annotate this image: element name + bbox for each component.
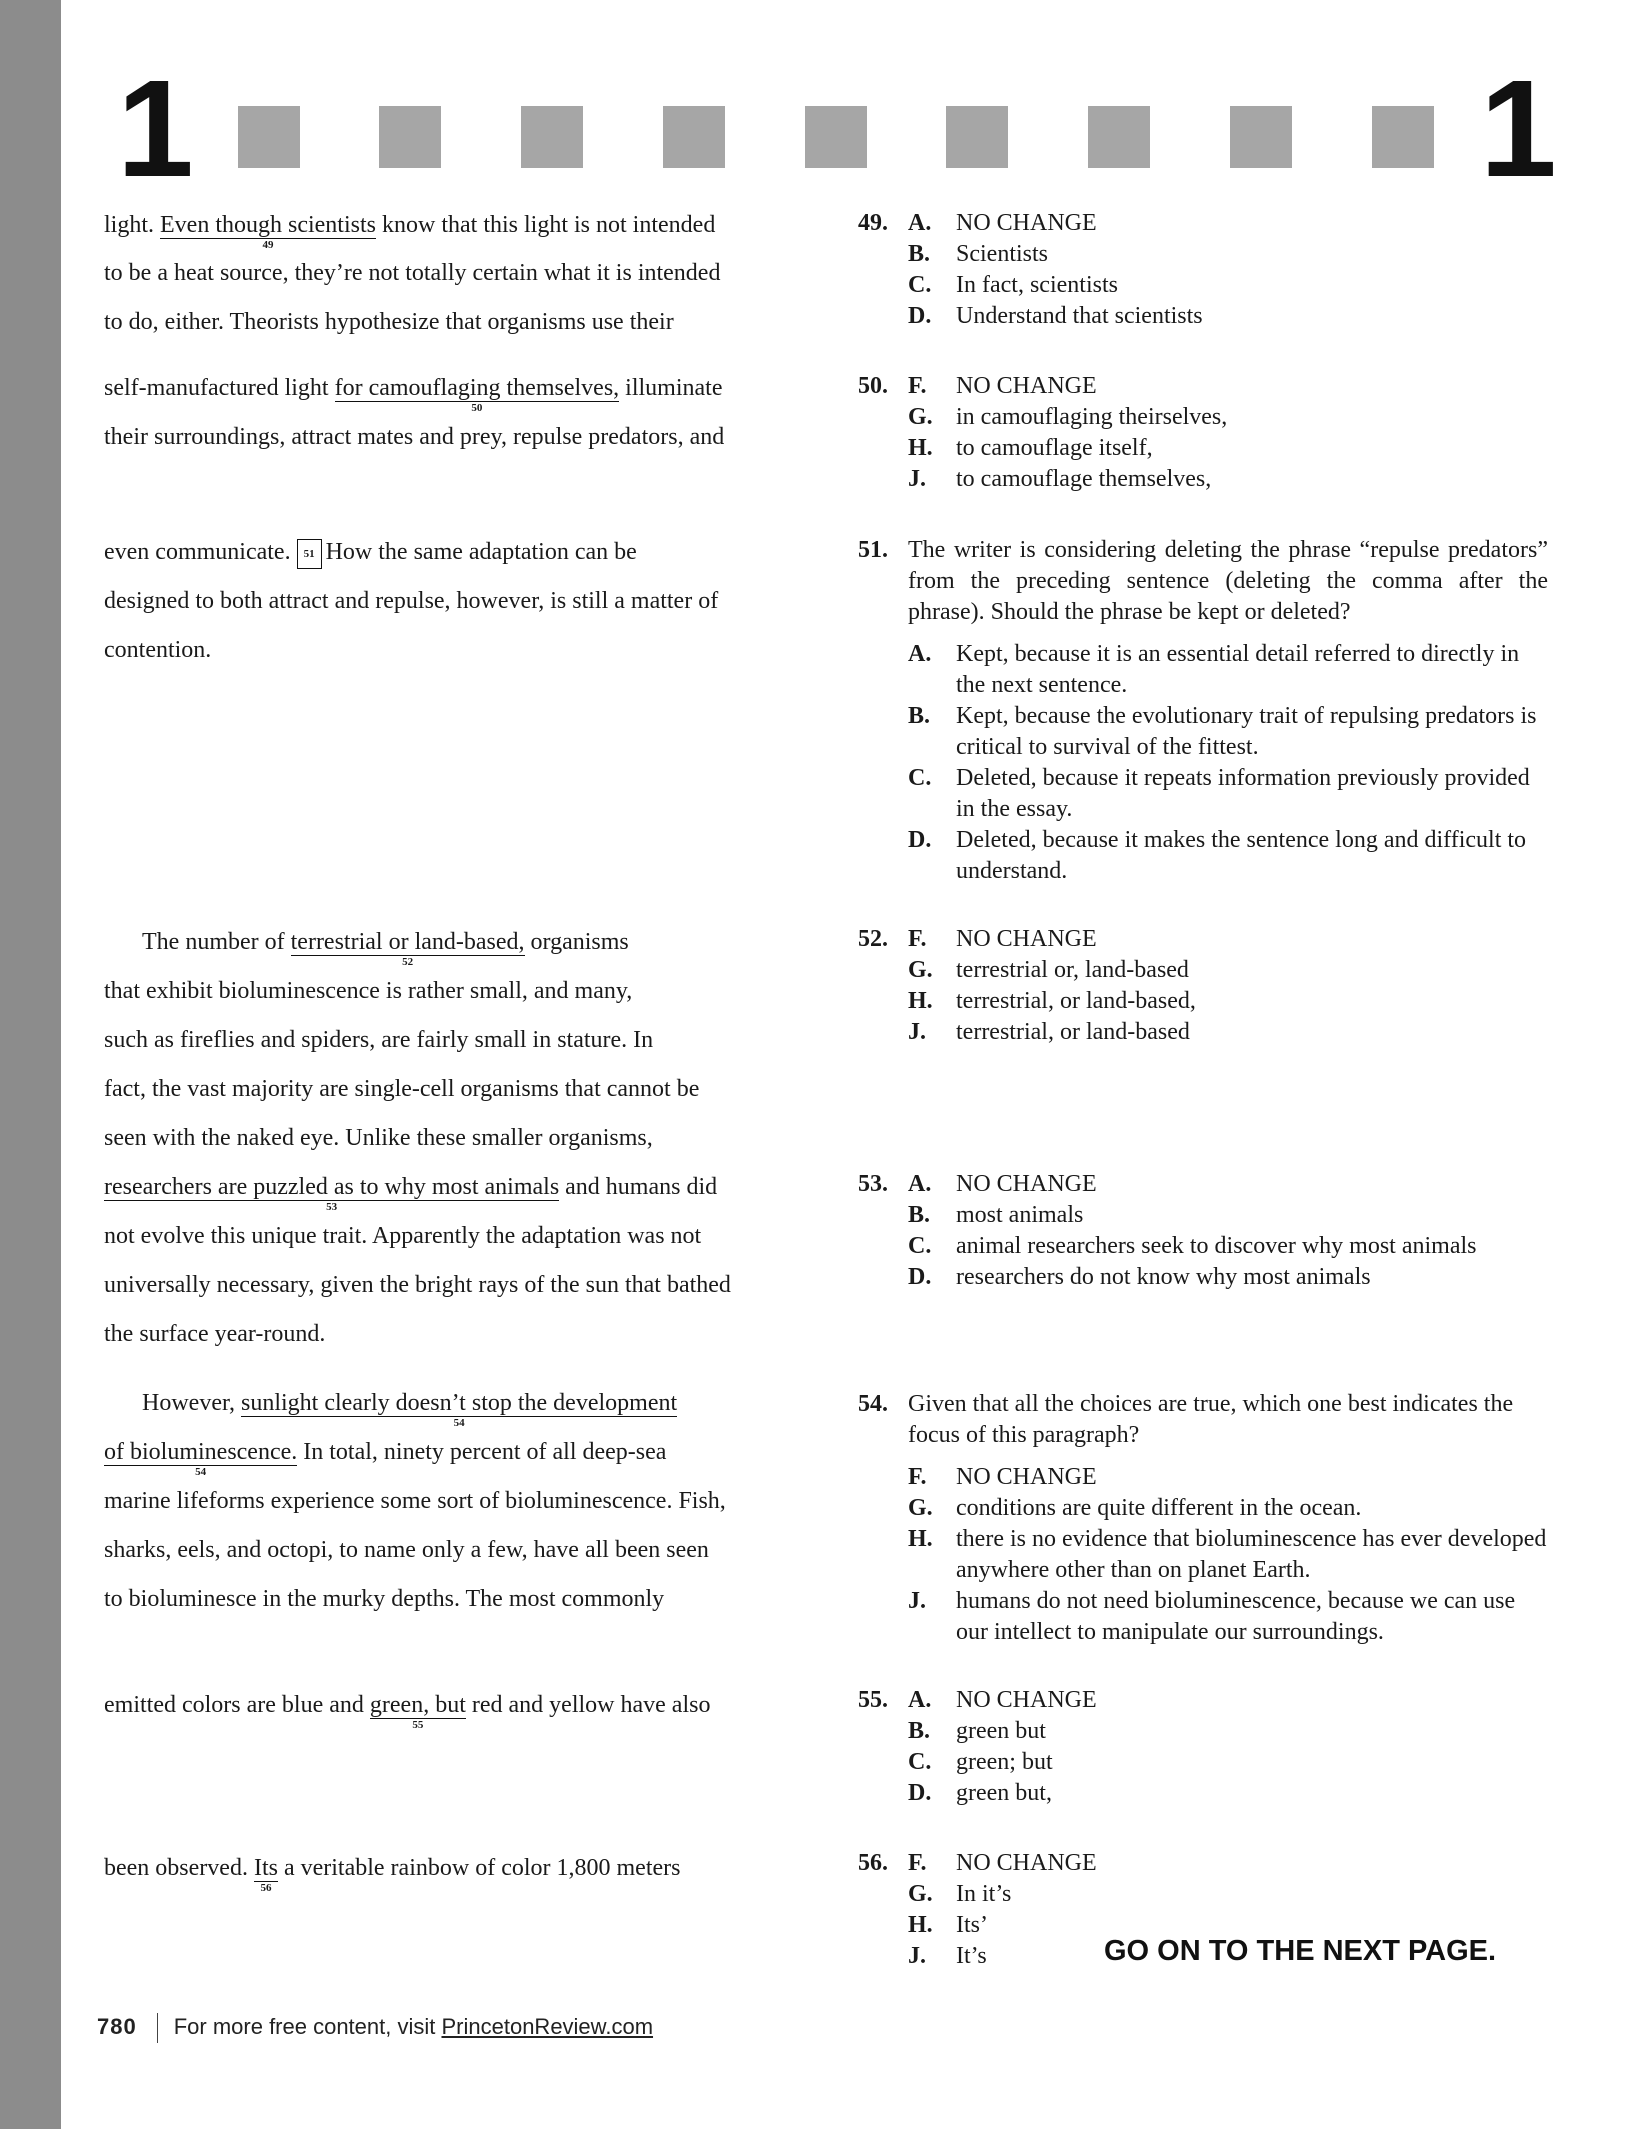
answer-option[interactable] (908, 239, 1558, 270)
passage-text: The number of (142, 929, 291, 955)
option-letter: G. (908, 1495, 933, 1521)
underlined-portion-55 (369, 1692, 466, 1731)
passage-text: emitted colors are blue and (104, 1692, 370, 1718)
option-text: Deleted, because it repeats information previously provided in the essay. (956, 765, 1530, 822)
footer-text: For more free content, visit (173, 2013, 442, 2039)
question-ref-number: 54 (195, 1466, 207, 1478)
underlined-text: green, but (369, 1692, 466, 1718)
passage-line: marine lifeforms experience some sort of bioluminescence. Fish, (104, 1488, 726, 1514)
option-text: Understand that scientists (956, 303, 1203, 329)
page-number: 780 (97, 2013, 137, 2039)
option-text: to camouflage themselves, (956, 466, 1212, 492)
option-letter: F. (908, 926, 927, 952)
option-letter: B. (908, 1718, 931, 1744)
answer-option[interactable] (908, 1524, 1548, 1586)
option-text: In fact, scientists (956, 272, 1118, 298)
option-letter: C. (908, 765, 932, 791)
option-text: most animals (956, 1202, 1084, 1228)
option-letter: G. (908, 957, 933, 983)
question-number: 52. (858, 926, 888, 952)
option-text: humans do not need bioluminescence, because we can use our intellect to manipulate our surroundings. (956, 1588, 1516, 1645)
question-ref-number: 55 (412, 1719, 424, 1731)
passage-text: However, (142, 1390, 241, 1416)
passage-line: their surroundings, attract mates and prey, repulse predators, and (104, 424, 725, 450)
option-letter: D. (908, 1264, 932, 1290)
option-text: NO CHANGE (956, 1464, 1097, 1490)
answer-option[interactable] (908, 433, 1558, 464)
passage-line: that exhibit bioluminescence is rather small, and many, (104, 978, 633, 1004)
underlined-portion-49 (160, 212, 376, 251)
go-on-notice: GO ON TO THE NEXT PAGE. (1104, 1935, 1497, 1967)
option-letter: D. (908, 303, 932, 329)
passage-line: fact, the vast majority are single-cell organisms that cannot be (104, 1076, 700, 1102)
answer-option[interactable] (908, 825, 1548, 887)
answer-option[interactable] (908, 1462, 1548, 1493)
option-text: green; but (956, 1749, 1053, 1775)
underlined-portion-56 (253, 1855, 278, 1894)
section-number-left: 1 (117, 52, 190, 206)
option-text: animal researchers seek to discover why most animals (956, 1233, 1477, 1259)
passage-line: the surface year-round. (104, 1321, 326, 1347)
answer-option[interactable] (908, 763, 1548, 825)
question-55 (858, 1685, 1558, 1809)
passage-text: In total, ninety percent of all deep-sea (297, 1439, 667, 1465)
option-text: NO CHANGE (956, 1171, 1097, 1197)
passage-line: sharks, eels, and octopi, to name only a few, have all been seen (104, 1537, 709, 1563)
question-number: 50. (858, 373, 888, 399)
question-ref-number: 49 (262, 239, 274, 251)
option-text: Kept, because the evolutionary trait of repulsing predators is critical to survival of the fittest. (956, 703, 1537, 760)
option-letter: G. (908, 1881, 933, 1907)
passage-line: seen with the naked eye. Unlike these smaller organisms, (104, 1125, 653, 1151)
question-52 (858, 924, 1558, 1048)
underlined-portion-54 (241, 1390, 678, 1429)
passage-line (104, 1173, 718, 1213)
underlined-text: for camouflaging themselves, (334, 375, 620, 401)
underlined-text: of bioluminescence. (104, 1439, 298, 1465)
answer-option[interactable] (908, 924, 1558, 955)
option-text: Scientists (956, 241, 1049, 267)
option-text: there is no evidence that bioluminescence has ever developed anywhere other than on planet Earth. (956, 1526, 1547, 1583)
option-letter: A. (908, 1171, 932, 1197)
option-text: green but, (956, 1780, 1052, 1806)
underlined-text: Even though scientists (160, 212, 376, 238)
passage-line (104, 1854, 681, 1894)
option-text: terrestrial, or land-based, (956, 988, 1196, 1014)
section-header-square (663, 106, 725, 168)
option-letter: D. (908, 827, 932, 853)
passage-text: a veritable rainbow of color 1,800 meters (277, 1855, 681, 1881)
option-letter: A. (908, 641, 932, 667)
question-54 (858, 1389, 1548, 1648)
passage-text: organisms (524, 929, 629, 955)
question-number: 53. (858, 1171, 888, 1197)
option-letter: J. (908, 1588, 926, 1614)
passage-line: universally necessary, given the bright rays of the sun that bathed (104, 1272, 731, 1298)
question-stem: The writer is considering deleting the phrase “repulse predators” from the preceding sentence (deleting the comma after the phrase). Should the phrase be kept or deleted? (908, 537, 1548, 625)
question-ref-number: 53 (326, 1201, 338, 1213)
option-letter: H. (908, 1526, 933, 1552)
question-51 (858, 535, 1548, 887)
passage-text: How the same adaptation can be (325, 539, 637, 565)
passage-text: illuminate (619, 375, 723, 401)
option-letter: C. (908, 1749, 932, 1775)
answer-option[interactable] (908, 402, 1558, 433)
answer-option[interactable] (908, 1586, 1548, 1648)
question-ref-number: 54 (453, 1417, 465, 1429)
answer-option[interactable] (908, 1685, 1558, 1716)
answer-option[interactable] (908, 1879, 1558, 1910)
option-text: It’s (956, 1943, 987, 1969)
footer-divider (157, 2013, 158, 2043)
option-text: In it’s (956, 1881, 1012, 1907)
option-letter: B. (908, 703, 931, 729)
section-header-square (1230, 106, 1292, 168)
passage-text: red and yellow have also (465, 1692, 711, 1718)
passage-line (104, 374, 723, 414)
option-text: Kept, because it is an essential detail referred to directly in the next sentence. (956, 641, 1520, 698)
option-text: terrestrial, or land-based (956, 1019, 1190, 1045)
underlined-portion-53 (104, 1174, 560, 1213)
passage-line (142, 928, 629, 968)
passage-text: light. (104, 212, 161, 238)
section-header-square (805, 106, 867, 168)
option-text: in camouflaging theirselves, (956, 404, 1228, 430)
option-letter: J. (908, 1943, 926, 1969)
section-header-square (379, 106, 441, 168)
section-header-square (521, 106, 583, 168)
option-letter: F. (908, 1464, 927, 1490)
answer-option[interactable] (908, 1262, 1558, 1293)
option-text: NO CHANGE (956, 1687, 1097, 1713)
section-header-square (946, 106, 1008, 168)
passage-line: contention. (104, 637, 212, 663)
question-ref-number: 56 (260, 1882, 272, 1894)
section-number-right: 1 (1480, 52, 1553, 206)
question-49 (858, 208, 1558, 332)
answer-option[interactable] (908, 301, 1558, 332)
answer-option[interactable] (908, 1231, 1558, 1262)
footer-link[interactable]: PrincetonReview.com (441, 2013, 654, 2039)
option-text: Deleted, because it makes the sentence long and difficult to understand. (956, 827, 1527, 884)
answer-option[interactable] (908, 1778, 1558, 1809)
option-text: NO CHANGE (956, 210, 1097, 236)
question-box-51: 51 (297, 539, 322, 569)
option-letter: C. (908, 1233, 932, 1259)
passage-text: self-manufactured light (104, 375, 335, 401)
passage-line: not evolve this unique trait. Apparently the adaptation was not (104, 1223, 702, 1249)
underlined-text: researchers are puzzled as to why most animals (104, 1174, 560, 1200)
option-letter: F. (908, 373, 927, 399)
option-letter: A. (908, 210, 932, 236)
option-text: terrestrial or, land-based (956, 957, 1189, 983)
option-text: conditions are quite different in the ocean. (956, 1495, 1362, 1521)
option-letter: B. (908, 241, 931, 267)
passage-text: been observed. (104, 1855, 254, 1881)
answer-option[interactable] (908, 1200, 1558, 1231)
answer-option[interactable] (908, 1716, 1558, 1747)
option-letter: J. (908, 1019, 926, 1045)
option-letter: B. (908, 1202, 931, 1228)
question-ref-number: 50 (471, 402, 483, 414)
page-footer (97, 2013, 653, 2043)
option-text: NO CHANGE (956, 926, 1097, 952)
option-letter: H. (908, 435, 933, 461)
answer-option[interactable] (908, 1848, 1558, 1879)
option-text: Its’ (956, 1912, 988, 1938)
passage-text: know that this light is not intended (376, 212, 716, 238)
option-letter: F. (908, 1850, 927, 1876)
passage-line (104, 538, 637, 569)
option-text: NO CHANGE (956, 373, 1097, 399)
passage-line (104, 1438, 667, 1478)
option-text: green but (956, 1718, 1046, 1744)
answer-option[interactable] (908, 270, 1558, 301)
underlined-portion-50 (334, 375, 620, 414)
answer-option[interactable] (908, 1017, 1558, 1048)
option-letter: J. (908, 466, 926, 492)
option-letter: C. (908, 272, 932, 298)
question-number: 49. (858, 210, 888, 236)
passage-line: to be a heat source, they’re not totally certain what it is intended (104, 260, 721, 286)
option-text: researchers do not know why most animals (956, 1264, 1371, 1290)
section-header-square (1372, 106, 1434, 168)
option-text: to camouflage itself, (956, 435, 1153, 461)
passage-line (104, 1691, 711, 1731)
question-number: 55. (858, 1687, 888, 1713)
question-number: 56. (858, 1850, 888, 1876)
underlined-portion-52 (290, 929, 525, 968)
question-number: 54. (858, 1391, 888, 1417)
section-header-square (1088, 106, 1150, 168)
passage-line: designed to both attract and repulse, however, is still a matter of (104, 588, 719, 614)
passage-line (104, 211, 716, 251)
option-letter: A. (908, 1687, 932, 1713)
passage-line: such as fireflies and spiders, are fairly small in stature. In (104, 1027, 654, 1053)
page-sidebar-bar (0, 0, 61, 2129)
option-letter: H. (908, 988, 933, 1014)
answer-option[interactable] (908, 1747, 1558, 1778)
answer-option[interactable] (908, 1169, 1558, 1200)
answer-option[interactable] (908, 955, 1558, 986)
question-stem: Given that all the choices are true, which one best indicates the focus of this paragraph? (908, 1391, 1514, 1448)
question-50 (858, 371, 1558, 495)
question-number: 51. (858, 537, 888, 563)
answer-option[interactable] (908, 639, 1548, 701)
passage-line: to bioluminesce in the murky depths. The most commonly (104, 1586, 665, 1612)
question-ref-number: 52 (402, 956, 414, 968)
answer-option[interactable] (908, 701, 1548, 763)
passage-text: even communicate. (104, 539, 291, 565)
underlined-portion-54 (104, 1439, 298, 1478)
answer-option[interactable] (908, 464, 1558, 495)
answer-option[interactable] (908, 1493, 1548, 1524)
passage-text: and humans did (559, 1174, 718, 1200)
passage-line (142, 1389, 678, 1429)
answer-option[interactable] (908, 986, 1558, 1017)
option-text: NO CHANGE (956, 1850, 1097, 1876)
section-header-square (238, 106, 300, 168)
option-letter: D. (908, 1780, 932, 1806)
question-53 (858, 1169, 1558, 1293)
option-letter: G. (908, 404, 933, 430)
underlined-text: terrestrial or land-based, (290, 929, 525, 955)
passage-line: to do, either. Theorists hypothesize that organisms use their (104, 309, 674, 335)
underlined-text: Its (253, 1855, 278, 1881)
answer-option[interactable] (908, 371, 1558, 402)
underlined-text: sunlight clearly doesn’t stop the development (241, 1390, 678, 1416)
option-letter: H. (908, 1912, 933, 1938)
answer-option[interactable] (908, 208, 1558, 239)
